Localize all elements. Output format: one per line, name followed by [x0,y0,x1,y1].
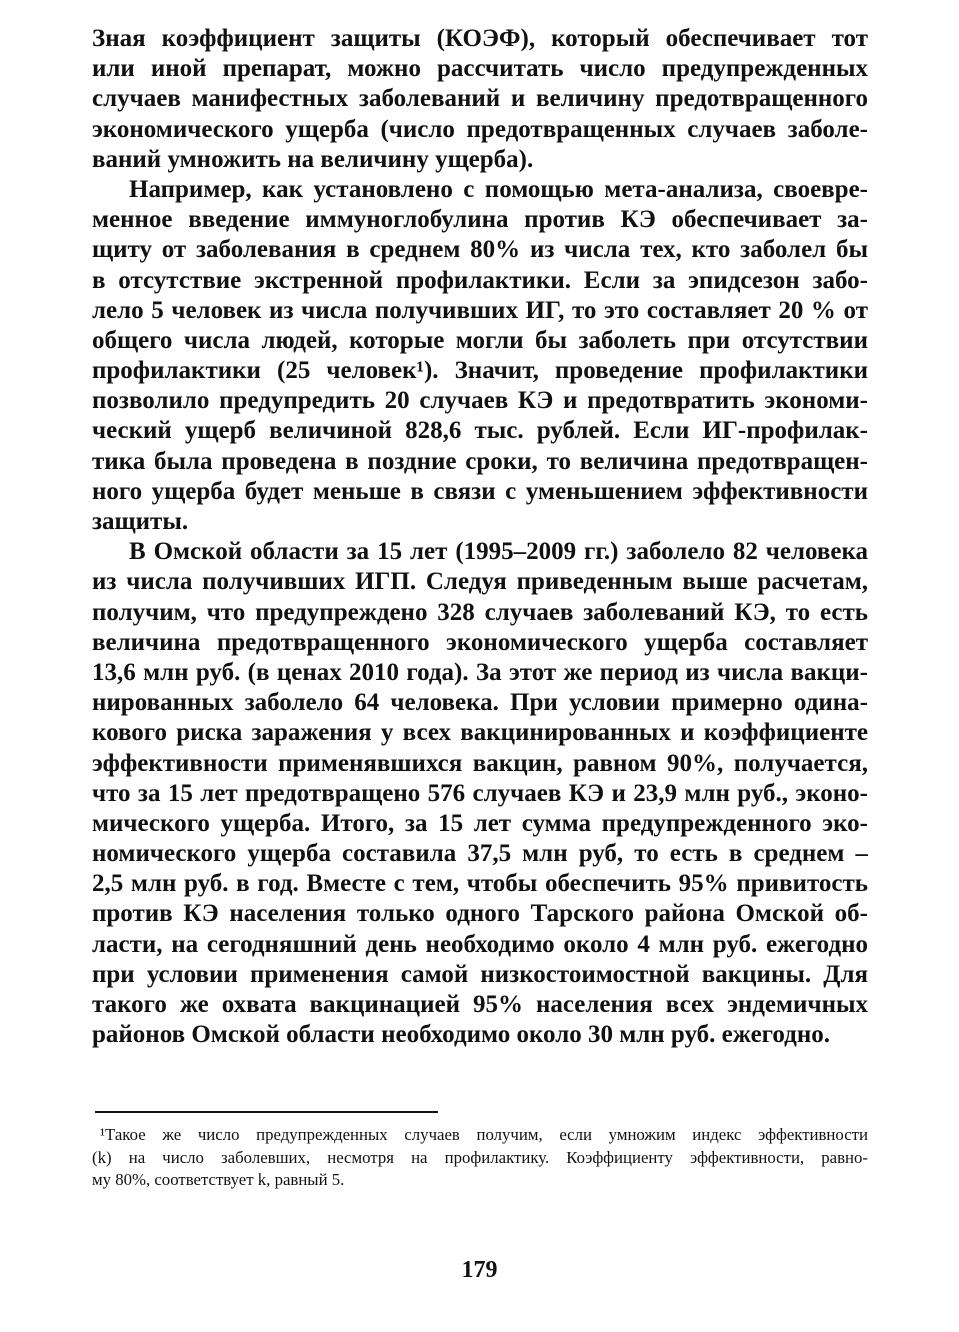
text-line: защиты. [92,508,189,535]
paragraph [92,24,868,175]
text-line: номического ущерба составила 37,5 млн руб, то есть в среднем – [92,840,868,868]
text-line: 2,5 млн руб. в год. Вместе с тем, чтобы обеспечить 95% привитость [92,870,868,898]
text-line: величина предотвращенного экономического ущерба составляет [92,628,868,656]
text-line: такого же охвата вакцинацией 95% населения всех эндемичных [92,991,868,1018]
text-line: менное введение иммуноглобулина против КЭ обеспечивает за- [92,206,868,234]
paragraph [92,537,868,1050]
text-line: нированных заболело 64 человека. При условии примерно одина- [92,689,868,717]
text-line: мического ущерба. Итого, за 15 лет сумма предупрежденного эко- [92,809,868,837]
text-line: ласти, на сегодняшний день необходимо около 4 млн руб. ежегодно [92,930,868,958]
text-line: общего числа людей, которые могли бы заболеть при отсутствии [92,326,868,354]
text-line: щиту от заболевания в среднем 80% из числа тех, кто заболел бы [92,236,868,264]
text-line: случаев манифестных заболеваний и величину предотвращенного [92,85,868,113]
text-line: из числа получивших ИГП. Следуя приведенным выше расчетам, [92,568,868,596]
text-line: ческий ущерб величиной 828,6 тыс. рублей. Если ИГ-профилак- [92,417,868,445]
text-line: профилактики (25 человек¹). Значит, проведение профилактики [92,357,868,385]
page-number: 179 [461,1257,498,1283]
footnote [92,1124,868,1192]
text-line: В Омской области за 15 лет (1995–2009 гг.) заболело 82 человека [129,538,868,566]
text-line: или иной препарат, можно рассчитать число предупрежденных [92,55,868,83]
text-line: 13,6 млн руб. (в ценах 2010 года). За этот же период из числа вакци- [92,658,868,686]
text-line: кового риска заражения у всех вакцинированных и коэффициенте [92,719,868,747]
text-line: получим, что предупреждено 328 случаев заболеваний КЭ, то есть [92,598,868,626]
footnote-divider [95,1111,438,1113]
text-line: ваний умножить на величину ущерба). [92,145,534,173]
text-line: районов Омской области необходимо около 30 млн руб. ежегодно. [92,1021,830,1049]
text-line: в отсутствие экстренной профилактики. Если за эпидсезон забо- [92,266,868,294]
text-line: эффективности применявшихся вакцин, равном 90%, получается, [92,749,868,777]
text-line: позволило предупредить 20 случаев КЭ и предотвратить экономи- [92,387,868,415]
main-text [92,24,868,1050]
text-line: Например, как установлено с помощью мета-анализа, своевре- [129,175,868,203]
footnote-line: (k) на число заболевших, несмотря на профилактику. Коэффициенту эффективности, равно- [92,1147,868,1167]
text-line: ного ущерба будет меньше в связи с уменьшением эффективности [92,477,868,505]
text-line: против КЭ населения только одного Тарского района Омской об- [92,900,868,928]
footnote-line: ¹Такое же число предупрежденных случаев получим, если умножим индекс эффективности [100,1125,868,1144]
text-line: Зная коэффициент защиты (КОЭФ), который обеспечивает тот [92,25,868,52]
text-line: лело 5 человек из числа получивших ИГ, то это составляет 20 % от [92,296,868,324]
text-line: при условии применения самой низкостоимостной вакцины. Для [92,960,868,988]
text-line: тика была проведена в поздние сроки, то величина предотвращен- [92,447,868,475]
footnote-line: му 80%, соответствует k, равный 5. [92,1170,345,1189]
text-line: экономического ущерба (число предотвращенных случаев заболе- [92,115,868,143]
text-line: что за 15 лет предотвращено 576 случаев КЭ и 23,9 млн руб., эконо- [92,779,868,807]
paragraph [92,175,868,537]
